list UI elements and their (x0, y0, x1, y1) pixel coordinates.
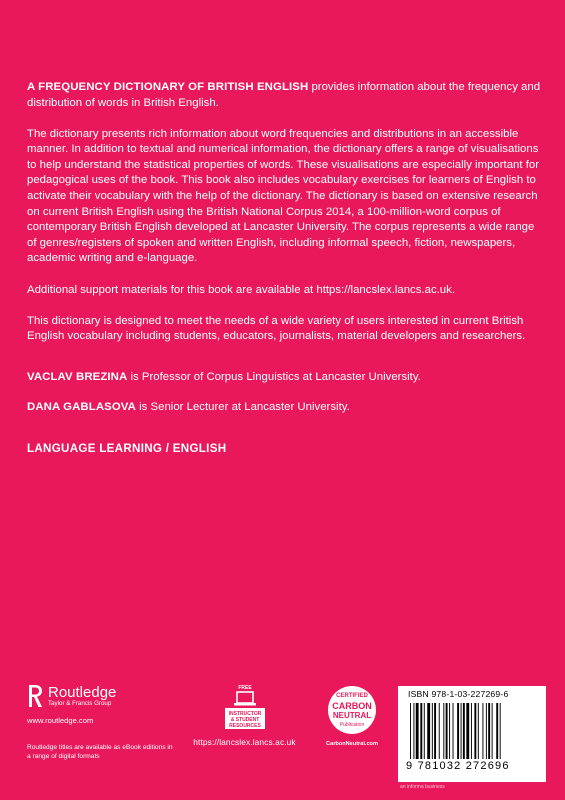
badge-free-text: FREE (237, 685, 252, 691)
author-bio-1 (27, 370, 542, 386)
audience-paragraph: This dictionary is designed to meet the needs of a wide variety of users interested in current British English vocabulary including students, educators, journalists, material developers and researchers. (27, 314, 526, 343)
ebook-note: Routledge titles are available as eBook editions in a range of digital formats (27, 744, 173, 760)
author-bio-text-1: is Professor of Corpus Linguistics at Lancaster University. (127, 370, 421, 383)
carbon-neutral-block (322, 683, 382, 766)
carbon-url: CarbonNeutral.com (326, 741, 378, 747)
neutral-text: NEUTRAL (332, 711, 372, 720)
resources-url[interactable]: https://lancslex.lancs.ac.uk (193, 737, 296, 747)
instructor-resources-block (177, 683, 312, 747)
isbn-number: ISBN 978-1-03-227269-6 (408, 689, 509, 699)
subject-category: LANGUAGE LEARNING / ENGLISH (27, 442, 227, 455)
publisher-block (27, 683, 187, 725)
barcode-bars (408, 703, 538, 759)
badge-line-2: & STUDENT (230, 717, 259, 723)
author-name-2: DANA GABLASOVA (27, 401, 136, 414)
routledge-r-icon (27, 683, 44, 709)
intro-text: provides information about the frequency and distribution of words in British English. (27, 81, 541, 109)
back-cover-blurb (27, 80, 542, 457)
carbon-text: CARBON (332, 701, 372, 711)
author-bio-text-2: is Senior Lecturer at Lancaster University. (135, 401, 350, 414)
publisher-url[interactable]: www.routledge.com (27, 716, 94, 725)
publisher-name: Routledge (48, 683, 117, 701)
author-bio-2 (27, 400, 542, 416)
support-paragraph: Additional support materials for this book are available at https://lancslex.lancs.ac.uk. (27, 283, 456, 296)
intro-paragraph (27, 80, 542, 111)
carbon-neutral-logo-icon (322, 683, 382, 761)
badge-line-1: INSTRUCTOR (228, 711, 261, 717)
carbon-certified-text: CERTIFIED (336, 693, 368, 699)
publisher-group: Taylor & Francis Group (48, 699, 112, 707)
description-paragraph: The dictionary presents rich information about word frequencies and distributions in an accessible manner. In addition to textual and numerical information, the dictionary offers a range of visualisations to help understand the statistical properties of words. These visualisations are especially important for pedagogical uses of the book. This book also includes vocabulary exercises for learners of English to activate their vocabulary with the help of the dictionary. The dictionary is based on extensive research on current British English using the British National Corpus 2014, a 100-million-word corpus of contemporary British English developed at Lancaster University. The corpus represents a wide range of genres/registers of spoken and written English, including informal speech, fiction, newspapers, academic writing and e-language. (27, 127, 540, 265)
badge-line-3: RESOURCES (228, 723, 261, 729)
instructor-resources-badge-icon (222, 683, 268, 731)
publication-text: Publication (339, 722, 365, 728)
author-name-1: VACLAV BREZINA (27, 370, 128, 383)
book-title-caps: A FREQUENCY DICTIONARY OF BRITISH ENGLISH (27, 81, 309, 93)
routledge-logo (27, 683, 187, 709)
informa-business-text: an informa business (400, 784, 445, 790)
isbn-barcode (398, 686, 546, 782)
barcode-digits: 9 781032 272696 (406, 760, 510, 772)
